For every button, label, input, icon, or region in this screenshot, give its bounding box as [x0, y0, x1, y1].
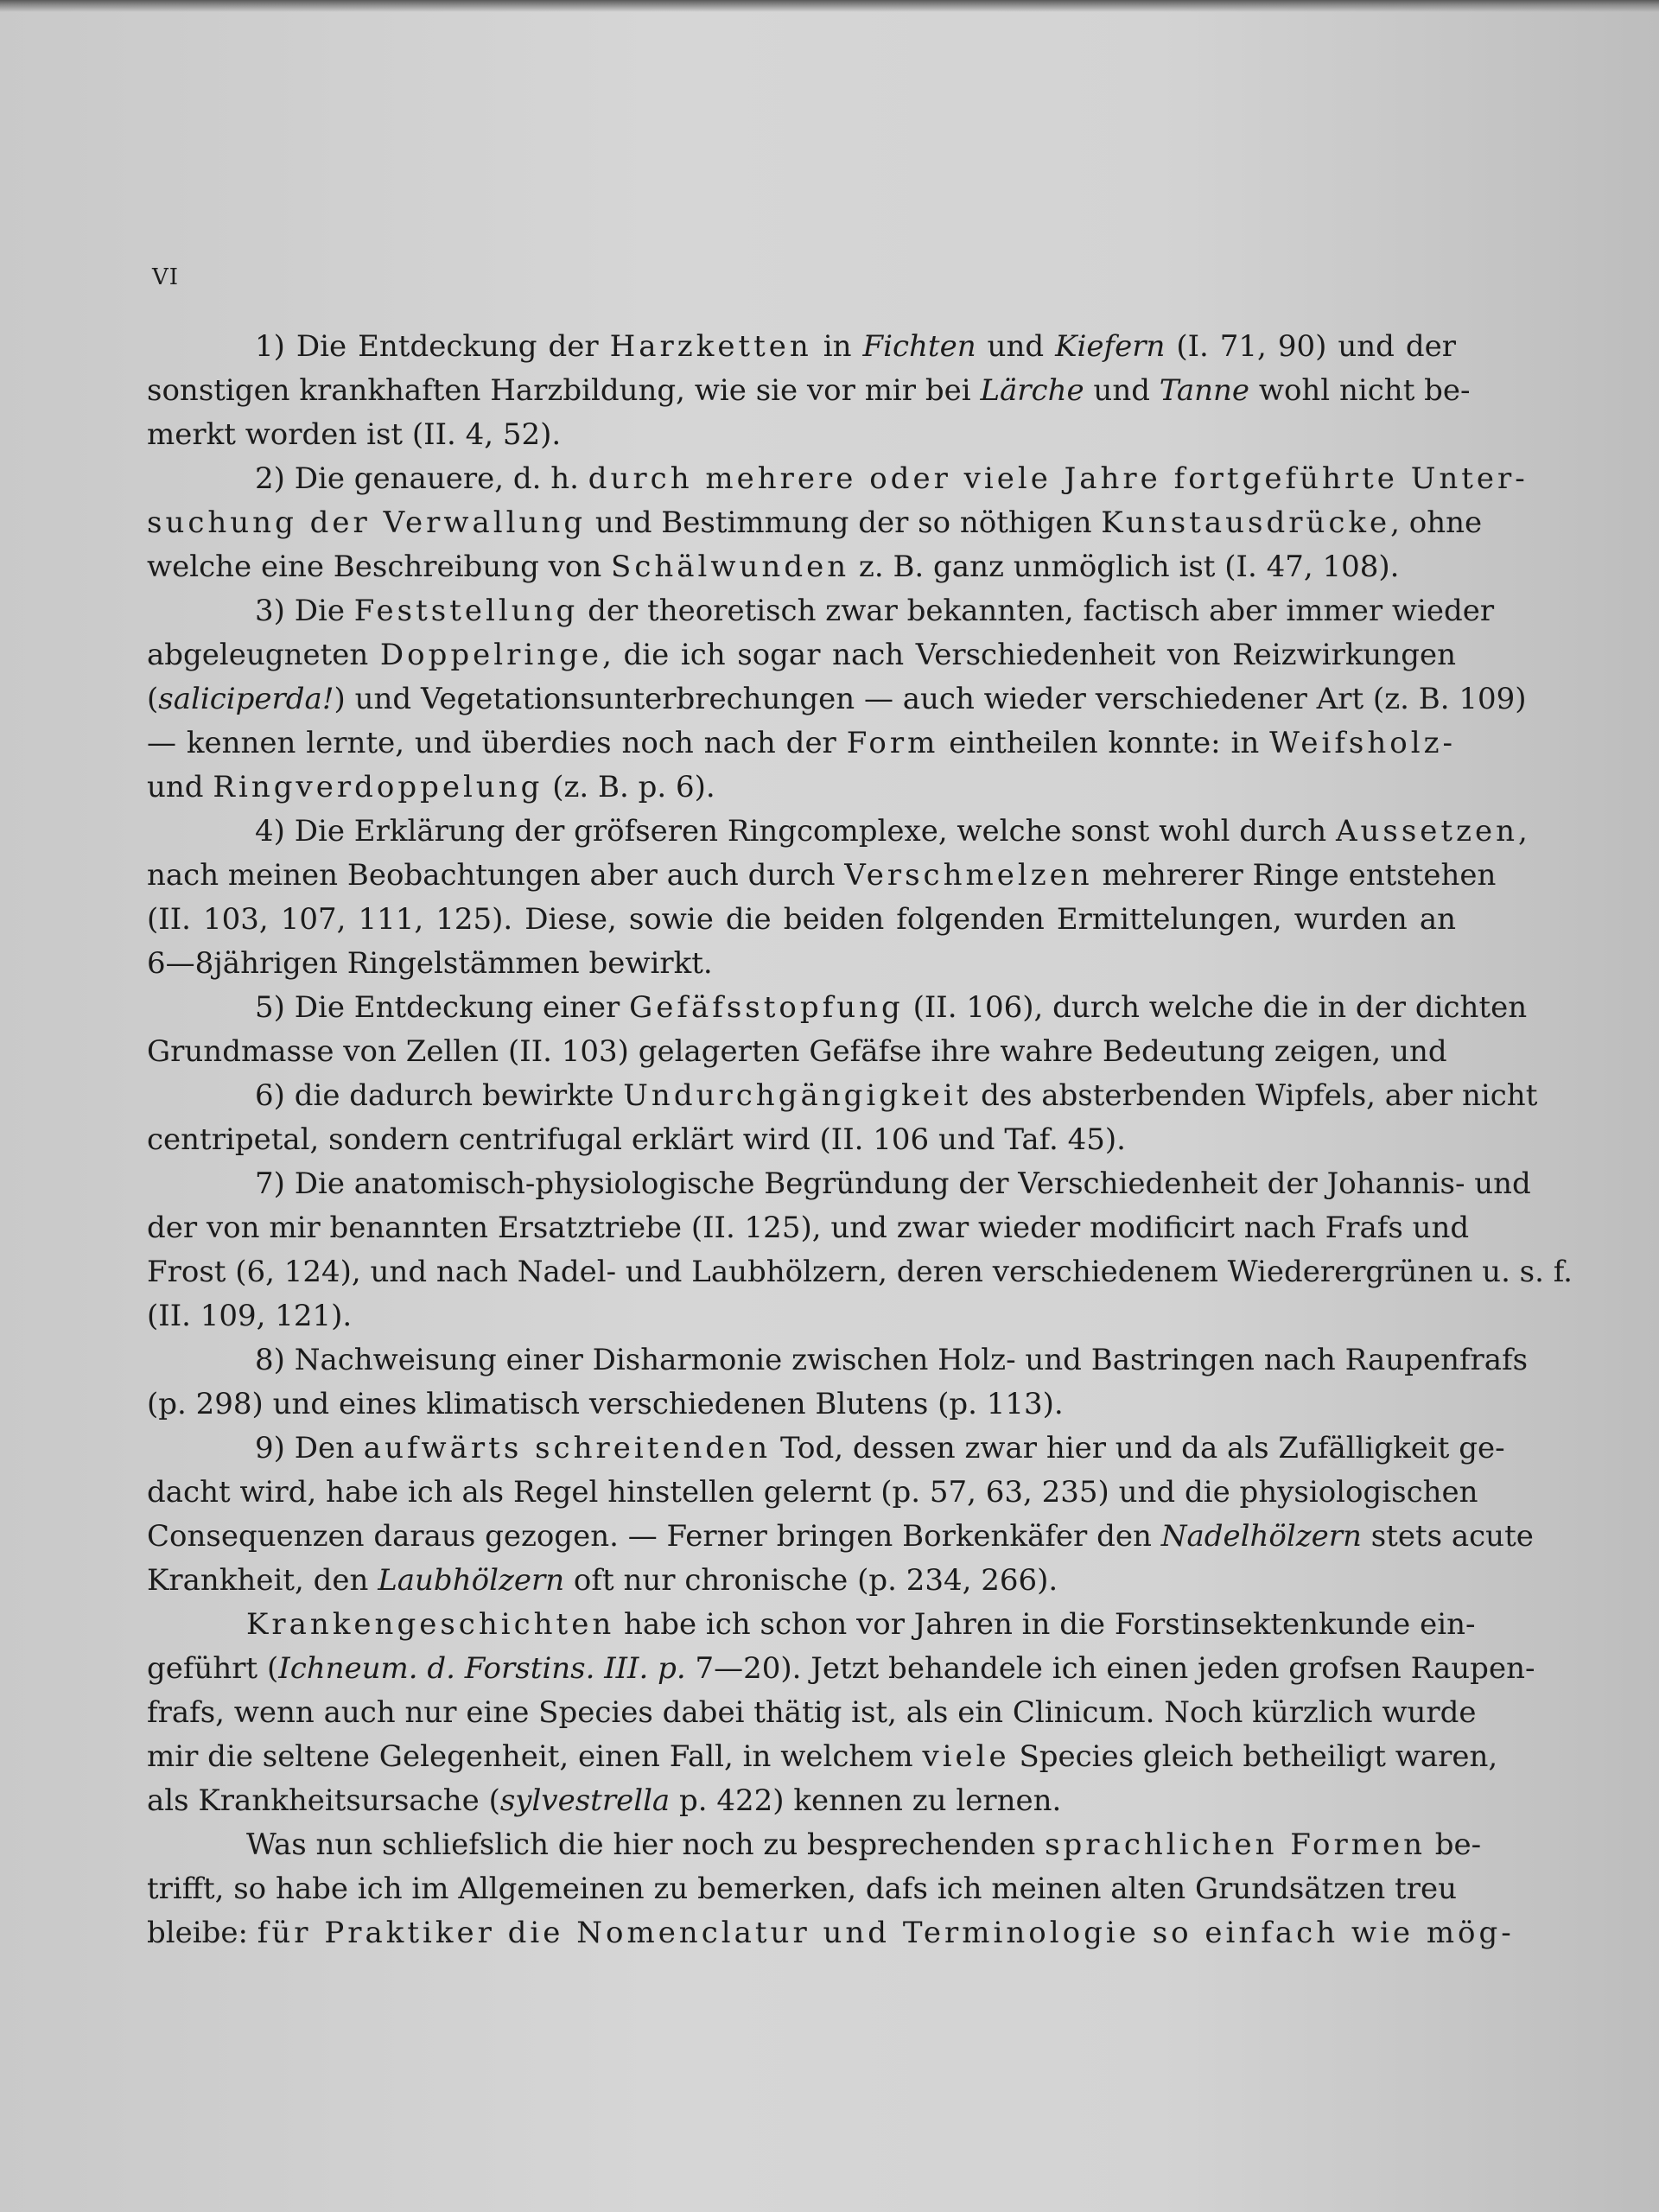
page-top-edge [0, 0, 1659, 12]
body-text [147, 325, 1573, 1955]
text-line: 5) Die Entdeckung einer Gefäfsstopfung (II. 106), durch welche die in der dichten [255, 990, 1528, 1025]
text-line: Grundmasse von Zellen (II. 103) gelagerten Gefäfse ihre wahre Bedeutung zeigen, und [147, 1034, 1447, 1069]
spaced-emphasis: Weifsholz- [1269, 726, 1457, 760]
text-line: — kennen lernte, und überdies noch nach der Form eintheilen konnte: in Weifsholz- [147, 726, 1457, 760]
italic-term: Lärche [980, 373, 1084, 408]
spaced-emphasis: aufwärts schreitenden [363, 1431, 772, 1465]
italic-term: Laubhölzern [378, 1563, 565, 1598]
text-line: 6—8jährigen Ringelstämmen bewirkt. [147, 946, 713, 981]
italic-term: Fichten [862, 329, 976, 364]
text-line: als Krankheitsursache (sylvestrella p. 422) kennen zu lernen. [147, 1783, 1062, 1818]
text-line: 2) Die genauere, d. h. durch mehrere oder viele Jahre fortgeführte Unter- [255, 461, 1529, 496]
text-line: Krankengeschichten habe ich schon vor Jahren in die Forstinsektenkunde ein- [246, 1607, 1476, 1642]
spaced-emphasis: Form [846, 726, 939, 760]
spaced-emphasis: viele [922, 1739, 1010, 1774]
text-line: merkt worden ist (II. 4, 52). [147, 417, 562, 452]
text-line: sonstigen krankhaften Harzbildung, wie sie vor mir bei Lärche und Tanne wohl nicht be- [147, 373, 1471, 408]
spaced-emphasis: Undurchgängigkeit [623, 1078, 972, 1113]
spaced-emphasis: Ringverdoppelung [213, 770, 543, 804]
text-line: 8) Nachweisung einer Disharmonie zwischen Holz- und Bastringen nach Raupenfrafs [255, 1343, 1529, 1377]
text-line: 1) Die Entdeckung der Harzketten in Fichten und Kiefern (I. 71, 90) und der [255, 329, 1456, 364]
spaced-emphasis: für Praktiker die Nomenclatur und Terminologie so einfach wie mög- [257, 1916, 1515, 1950]
text-line: abgeleugneten Doppelringe, die ich sogar nach Verschiedenheit von Reizwirkungen [147, 638, 1456, 672]
spaced-emphasis: Schälwunden [611, 550, 850, 584]
italic-term: saliciperda! [158, 682, 334, 716]
text-line: (II. 103, 107, 111, 125). Diese, sowie die beiden folgenden Ermittelungen, wurden an [147, 902, 1456, 937]
text-line: (saliciperda!) und Vegetationsunterbrechungen — auch wieder verschiedener Art (z. B. 109) [147, 682, 1527, 716]
text-line: 6) die dadurch bewirkte Undurchgängigkeit des absterbenden Wipfels, aber nicht [255, 1078, 1538, 1113]
text-line: 4) Die Erklärung der gröfseren Ringcomplexe, welche sonst wohl durch Aussetzen, [255, 814, 1528, 849]
text-line: 7) Die anatomisch-physiologische Begründung der Verschiedenheit der Johannis- und [255, 1166, 1531, 1201]
text-line: der von mir benannten Ersatztriebe (II. 125), und zwar wieder modificirt nach Frafs und [147, 1211, 1470, 1245]
spaced-emphasis: Aussetzen [1335, 814, 1519, 849]
spaced-emphasis: suchung der Verwallung [147, 505, 587, 540]
text-line: frafs, wenn auch nur eine Species dabei thätig ist, als ein Clinicum. Noch kürzlich wurde [147, 1695, 1477, 1730]
spaced-emphasis: Krankengeschichten [246, 1607, 615, 1642]
italic-term: Kiefern [1055, 329, 1166, 364]
text-line: Frost (6, 124), und nach Nadel- und Laubhölzern, deren verschiedenem Wiederergrünen u. s. f. [147, 1255, 1573, 1289]
spaced-emphasis: Doppelringe [379, 638, 603, 672]
italic-term: Tanne [1159, 373, 1250, 408]
italic-term: Nadelhölzern [1160, 1519, 1362, 1554]
text-line: (p. 298) und eines klimatisch verschiedenen Blutens (p. 113). [147, 1387, 1064, 1421]
text-line: mir die seltene Gelegenheit, einen Fall, in welchem viele Species gleich betheiligt waren, [147, 1739, 1498, 1774]
page-number: VI [152, 264, 180, 290]
text-line: bleibe: für Praktiker die Nomenclatur und Terminologie so einfach wie mög- [147, 1916, 1515, 1950]
spaced-emphasis: Verschmelzen [844, 858, 1093, 893]
spaced-emphasis: Gefäfsstopfung [629, 990, 904, 1025]
text-line: geführt (Ichneum. d. Forstins. III. p. 7—20). Jetzt behandele ich einen jeden grofsen Raupen- [147, 1651, 1535, 1686]
text-line: Was nun schliefslich die hier noch zu besprechenden sprachlichen Formen be- [246, 1827, 1482, 1862]
text-line: 3) Die Feststellung der theoretisch zwar bekannten, factisch aber immer wieder [255, 594, 1495, 628]
text-line: Krankheit, den Laubhölzern oft nur chronische (p. 234, 266). [147, 1563, 1058, 1598]
text-line: (II. 109, 121). [147, 1299, 353, 1333]
spaced-emphasis: durch mehrere oder viele Jahre fortgeführte Unter- [588, 461, 1529, 496]
text-line: dacht wird, habe ich als Regel hinstellen gelernt (p. 57, 63, 235) und die physiologischen [147, 1475, 1478, 1510]
spaced-emphasis: Kunstausdrücke [1101, 505, 1391, 540]
spaced-emphasis: Feststellung [353, 594, 579, 628]
text-line: suchung der Verwallung und Bestimmung der so nöthigen Kunstausdrücke, ohne [147, 505, 1483, 540]
spaced-emphasis: sprachlichen Formen [1045, 1827, 1426, 1862]
text-line: Consequenzen daraus gezogen. — Ferner bringen Borkenkäfer den Nadelhölzern stets acute [147, 1519, 1534, 1554]
italic-term: Ichneum. d. Forstins. III. p. [278, 1651, 686, 1686]
text-line: centripetal, sondern centrifugal erklärt wird (II. 106 und Taf. 45). [147, 1122, 1126, 1157]
italic-term: sylvestrella [499, 1783, 671, 1818]
text-line: und Ringverdoppelung (z. B. p. 6). [147, 770, 715, 804]
text-line: nach meinen Beobachtungen aber auch durch Verschmelzen mehrerer Ringe entstehen [147, 858, 1497, 893]
text-line: trifft, so habe ich im Allgemeinen zu bemerken, dafs ich meinen alten Grundsätzen treu [147, 1872, 1457, 1906]
text-line: 9) Den aufwärts schreitenden Tod, dessen zwar hier und da als Zufälligkeit ge- [255, 1431, 1505, 1465]
text-line: welche eine Beschreibung von Schälwunden z. B. ganz unmöglich ist (I. 47, 108). [147, 550, 1400, 584]
spaced-emphasis: Harzketten [609, 329, 812, 364]
